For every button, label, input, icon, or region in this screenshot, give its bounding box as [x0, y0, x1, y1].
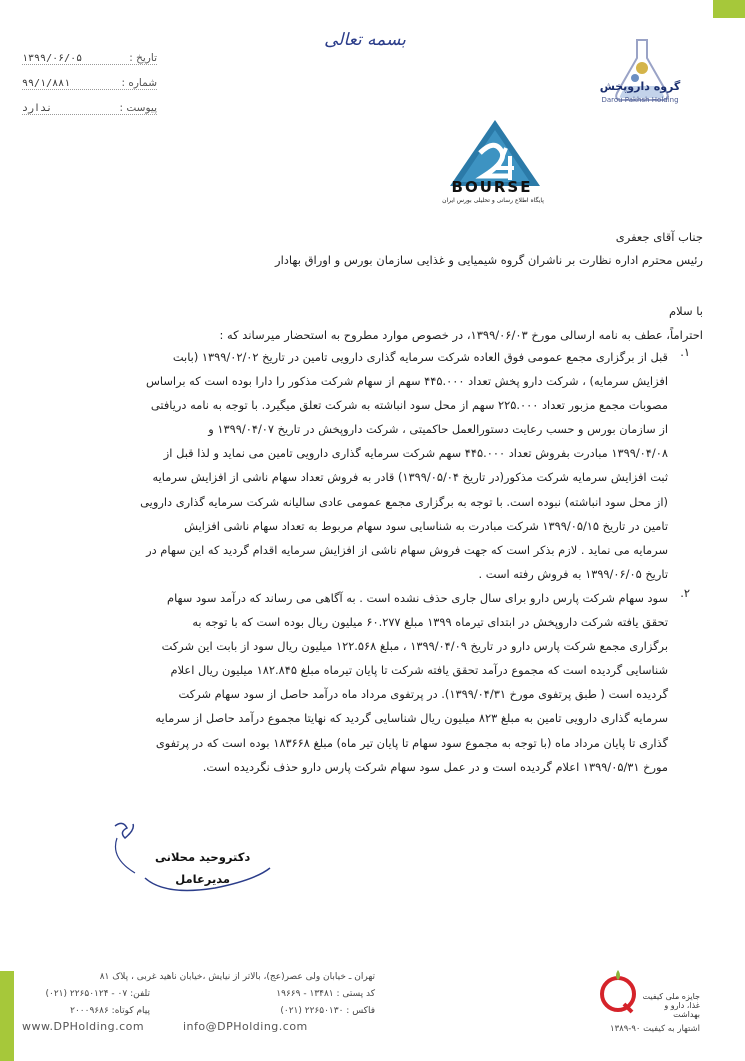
item-line: ۱۳۹۹/۰۴/۰۸ مبادرت بفروش تعداد ۴۴۵.۰۰۰ سهم شرکت سرمایه گذاری دارویی تامین می نماید و لذا قبل از [163, 446, 668, 461]
item-text [90, 345, 668, 586]
item-line: گذاری تا پایان مرداد ماه (با توجه به مجموع سود سهام تا پایان تیر ماه) مبلغ ۱۸۳۶۶۸ بوده است که در پرتفوی [155, 735, 668, 750]
date-value: ۱۳۹۹/۰۶/۰۵ [22, 53, 83, 64]
item-number: ۱. [680, 345, 690, 359]
item-line: برگزاری مجمع شرکت پارس دارو در تاریخ ۱۳۹۹/۰۴/۰۹ ، مبلغ ۱۲۲.۵۶۸ میلیون ریال سود از بابت این شرکت [161, 639, 668, 654]
recipient-title: رئیس محترم اداره نظارت بر ناشران گروه شیمیایی و غذایی سازمان بورس و اوراق بهادار [275, 253, 703, 267]
award-line-1: جایزه ملی کیفیت [642, 992, 700, 1001]
quality-award-icon [598, 966, 638, 1016]
footer-email[interactable]: info@DPHolding.com [183, 1020, 308, 1033]
item-line: افزایش سرمایه) ، شرکت دارو پخش تعداد ۴۴۵.۰۰۰ سهم از سهام شرکت مذکور را دارا بوده است که براساس [146, 374, 668, 389]
award-line-3: اشتهار به کیفیت ۹۰-۱۳۸۹ [610, 1024, 700, 1034]
date-row [22, 40, 157, 65]
item-line: شناسایی گردیده است که مجموع درآمد تحقق یافته شرکت تا پایان تیرماه مبلغ ۱۸۲.۸۴۵ میلیون ریال اعلام [170, 663, 668, 678]
item-line: تاریخ ۱۳۹۹/۰۶/۰۵ به فروش رفته است . [478, 566, 668, 581]
signer-block [155, 850, 250, 886]
item-line: گردیده است ( طبق پرتفوی مورخ ۱۳۹۹/۰۴/۳۱). در پرتفوی مرداد ماه درآمد حاصل از سود سهام شرکت [178, 687, 668, 702]
award-line-2: غذا، دارو و بهداشت [664, 1001, 700, 1019]
item-line: سرمایه گذاری دارویی تامین به مبلغ ۸۲۳ میلیون ریال شناسایی گردید که نهایتا مجموع درآمد حاصل از سرمایه [155, 711, 668, 726]
number-row [22, 65, 157, 90]
greeting: با سلام [669, 304, 703, 318]
company-name: گروه داروپخش [599, 80, 681, 93]
item-line: مصوبات مجمع مزبور تعداد ۲۲۵.۰۰۰ سهم از محل سود انباشته به شرکت تعلق میگیرد. با توجه به نامه دریافتی [150, 398, 668, 413]
item-line: تحقق یافته شرکت داروپخش در ابتدای تیرماه ۱۳۹۹ مبلغ ۶۰.۲۷۷ میلیون ریال بوده است که با توجه به [192, 615, 668, 630]
company-name-en: Darou Pakhsh Holding [601, 96, 679, 104]
corner-accent-top-right [713, 0, 745, 18]
corner-accent-bottom-left [0, 971, 14, 1061]
footer-sms: پیام کوتاه: ۲۰۰۰۹۶۸۶ [70, 1006, 150, 1016]
attachment-row [22, 90, 157, 115]
list-item [90, 345, 690, 586]
item-line: ثبت افزایش سرمایه شرکت مذکور(در تاریخ ۱۳۹۹/۰۵/۰۴) قادر به فروش تعداد سهام ناشی از افزایش سرمایه [152, 470, 668, 485]
number-label: شماره : [121, 77, 157, 89]
item-line: سود سهام شرکت پارس دارو برای سال جاری حذف نشده است . به آگاهی می رساند که درآمد سود سهام [167, 590, 668, 605]
footer-address: تهران ـ خیابان ولی عصر(عج)، بالاتر از نیایش ،خیابان ناهید غربی ، پلاک ۸۱ [99, 972, 375, 982]
item-number: ۲. [680, 585, 690, 600]
item-line: سرمایه می نماید . لازم بذکر است که جهت فروش سهام ناشی از افزایش سرمایه اقدام گردید که این سهام در [146, 542, 668, 557]
bourse-subtitle: پایگاه اطلاع رسانی و تحلیلی بورس ایران [442, 197, 544, 204]
footer-fax: فاکس : ۲۲۶۵۰۱۳۰ (۰۲۱) [280, 1006, 375, 1016]
intro-paragraph: احتراماً، عطف به نامه ارسالی مورخ ۱۳۹۹/۰۶/۰۳، در خصوص موارد مطروح به استحضار میرساند که : [219, 328, 703, 342]
date-label: تاریخ : [129, 52, 157, 64]
letter-body [90, 345, 690, 779]
signer-role: مدیرعامل [175, 872, 231, 886]
number-value: ۹۹/۱/۸۸۱ [22, 78, 71, 89]
item-line: مورخ ۱۳۹۹/۰۵/۳۱ اعلام گردیده است و در عمل سود سهام شرکت پارس دارو حذف نگردیده است. [202, 759, 668, 774]
list-item [90, 586, 690, 779]
signer-name: دکتروحید محلانی [155, 850, 251, 864]
item-line: از سازمان بورس و حسب رعایت دستورالعمل حاکمیتی ، شرکت داروپخش در تاریخ ۱۳۹۹/۰۴/۰۷ و [208, 422, 668, 437]
award-text [640, 992, 700, 1019]
item-line: قبل از برگزاری مجمع عمومی فوق العاده شرکت سرمایه گذاری دارویی تامین در تاریخ ۱۳۹۹/۰۲/۰۲ (بابت [172, 350, 668, 364]
item-line: (از محل سود انباشته) نبوده است. با توجه به برگزاری مجمع عمومی عادی سالیانه شرکت سرمایه گذاری دارویی [140, 494, 668, 509]
bismillah: بسمه تعالی [324, 30, 406, 50]
recipient-name: جناب آقای جعفری [615, 230, 703, 244]
footer-phone: تلفن: ۰۷ - ۲۲۶۵۰۱۲۴ (۰۲۱) [45, 989, 150, 999]
bourse-wordmark: BOURSE [451, 178, 533, 196]
footer-website[interactable]: www.DPHolding.com [22, 1020, 145, 1033]
letter-meta [22, 40, 157, 115]
item-line: تامین در تاریخ ۱۳۹۹/۰۵/۱۵ شرکت مبادرت به شناسایی سود سهام مربوط به تعداد سهام ناشی افزایش [184, 518, 668, 533]
item-text [90, 586, 668, 779]
footer-postal: کد پستی : ۱۳۴۸۱ - ۱۹۶۶۹ [276, 989, 375, 999]
attachment-label: پیوست : [119, 102, 157, 114]
attachment-value: ندارد [22, 103, 53, 114]
